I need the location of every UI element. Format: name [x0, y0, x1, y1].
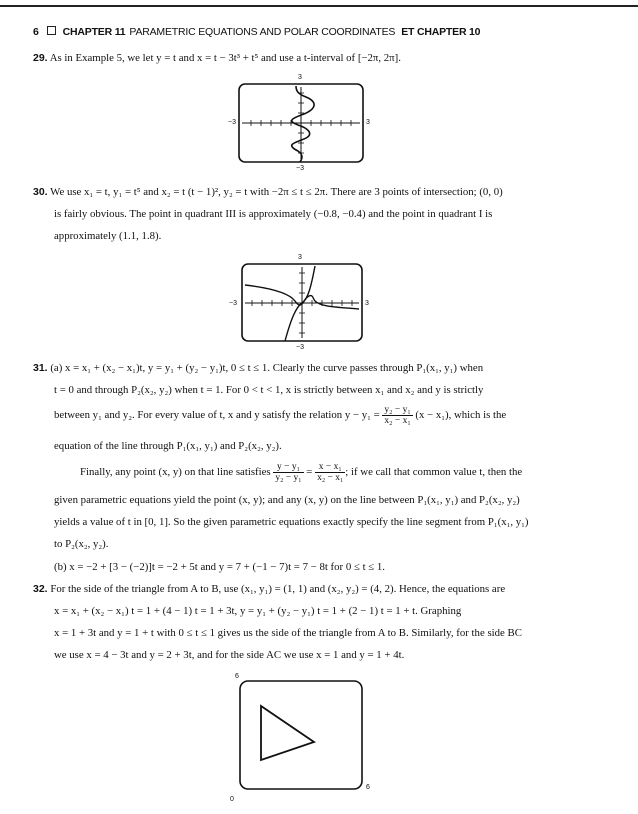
- graph-30: [241, 263, 363, 342]
- problem-31-line-4: equation of the line through P₁(x₁, y₁) and P₂(x₂, y₂).: [54, 440, 282, 452]
- problem-29-number: 29.: [33, 52, 48, 64]
- square-icon: [47, 26, 56, 35]
- problem-32-line-4: we use x = 4 − 3t and y = 2 + 3t, and for the side AC we use x = 1 and y = 1 + 4t.: [54, 649, 405, 661]
- graph-32-triangle: [261, 706, 314, 760]
- graph-32-right-label: 6: [366, 784, 370, 791]
- graph-30-left-label: −3: [229, 300, 237, 307]
- problem-31-line-3: between y₁ and y₂. For every value of t, x and y satisfy the relation y − y₁ = $\frac{\text{y₂ − y₁}}{\text{x₂ − x₁}}$ (x − x₁), which is the: [54, 405, 507, 426]
- graph-32-frame: [240, 681, 362, 789]
- graph-32-origin-label: 0: [230, 796, 234, 803]
- graph-29-top-label: 3: [298, 74, 302, 81]
- chapter-title: PARAMETRIC EQUATIONS AND POLAR COORDINATES: [129, 26, 396, 38]
- graph-29-right-label: 3: [366, 119, 370, 126]
- fraction-slope: $\frac{\text{y₂ − y₁}}{\text{x₂ − x₁}}$: [384, 405, 411, 426]
- problem-31-line-2: t = 0 and through P₂(x₂, y₂) when t = 1. For 0 < t < 1, x is strictly between x₁ and x₂ and y is strictly: [54, 384, 484, 396]
- fraction-y: $\frac{\text{y − y₁}}{\text{y₂ − y₁}}$: [275, 462, 302, 483]
- problem-32-number: 32.: [33, 583, 48, 595]
- fraction-x: $\frac{\text{x − x₁}}{\text{x₂ − x₁}}$: [317, 462, 344, 483]
- problem-32-line-3: x = 1 + 3t and y = 1 + t with 0 ≤ t ≤ 1 gives us the side of the triangle from A to B. Similarly, for the side BC: [54, 627, 522, 639]
- problem-31-line-1: 31. (a) x = x₁ + (x₂ − x₁)t, y = y₁ + (y₂ − y₁)t, 0 ≤ t ≤ 1. Clearly the curve passes through P₁(x₁, y₁) when: [33, 362, 484, 374]
- graph-32: [239, 680, 363, 792]
- graph-29-bottom-label: −3: [296, 165, 304, 172]
- problem-32-line-2: x = x₁ + (x₂ − x₁) t = 1 + (4 − 1) t = 1 + 3t, y = y₁ + (y₂ − y₁) t = 1 + (2 − 1) t = 1 + t. Graphing: [54, 605, 462, 617]
- problem-31-line-7: yields a value of t in [0, 1]. So the given parametric equations exactly specify the line segment from P₁(x₁, y₁): [54, 516, 529, 528]
- graph-29: [238, 83, 364, 163]
- problem-30-line-2: is fairly obvious. The point in quadrant III is approximately (−0.8, −0.4) and the point in quadrant I is: [54, 208, 493, 220]
- problem-31-line-6: given parametric equations yield the point (x, y); and any (x, y) on the line between P₁(x₁, y₁) and P₂(x₂, y₂): [54, 494, 520, 506]
- problem-29-line-1: 29. As in Example 5, we let y = t and x = t − 3t³ + t⁵ and use a t-interval of [−2π, 2π].: [33, 52, 401, 64]
- graph-29-left-label: −3: [228, 119, 236, 126]
- page-number: 6: [33, 26, 39, 38]
- problem-30-number: 30.: [33, 186, 48, 198]
- problem-31-line-8: to P₂(x₂, y₂).: [54, 538, 109, 550]
- graph-30-bottom-label: −3: [296, 344, 304, 351]
- running-header: [33, 26, 480, 38]
- problem-31-line-9: (b) x = −2 + [3 − (−2)]t = −2 + 5t and y = 7 + (−1 − 7)t = 7 − 8t for 0 ≤ t ≤ 1.: [54, 561, 385, 573]
- graph-30-right-label: 3: [365, 300, 369, 307]
- et-chapter-label: ET CHAPTER 10: [401, 26, 481, 38]
- problem-31-number: 31.: [33, 362, 48, 374]
- problem-31-line-5: Finally, any point (x, y) on that line satisfies $\frac{\text{y − y₁}}{\text{y₂ − y₁}}$ = $\frac{\text{x − x₁}}{\text{x₂ − x₁}}$ ; if we call that common value t, then the: [80, 462, 523, 483]
- graph-30-top-label: 3: [298, 254, 302, 261]
- chapter-label: CHAPTER 11: [62, 26, 126, 38]
- problem-32-line-1: 32. For the side of the triangle from A to B, use (x₁, y₁) = (1, 1) and (x₂, y₂) = (4, 2). Hence, the equations are: [33, 583, 506, 595]
- problem-30-line-3: approximately (1.1, 1.8).: [54, 230, 162, 242]
- top-rule: [0, 5, 638, 7]
- problem-30-line-1: 30. We use x₁ = t, y₁ = t⁵ and x₂ = t (t − 1)², y₂ = t with −2π ≤ t ≤ 2π. There are 3 points of intersection; (0, 0): [33, 186, 503, 198]
- graph-32-top-label: 6: [235, 673, 239, 680]
